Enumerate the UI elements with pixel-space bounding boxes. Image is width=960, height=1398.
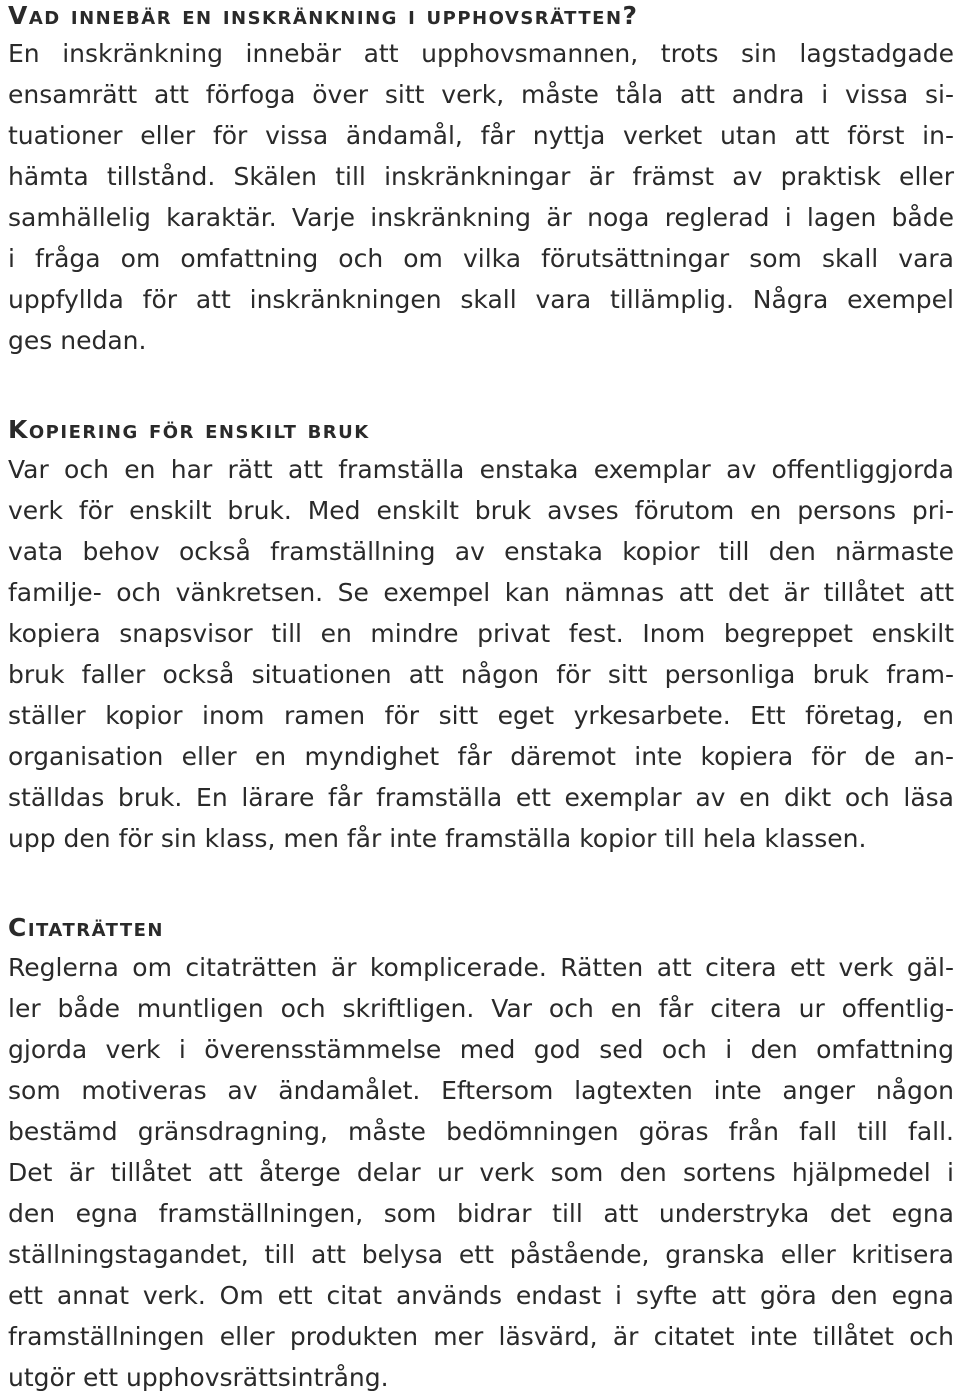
section-paragraph — [8, 947, 954, 1398]
text-line: ställningstagandet, till att belysa ett påstående, granska eller kritisera — [8, 1240, 954, 1269]
text-line: upp den för sin klass, men får inte framställa kopior till hela klassen. — [8, 824, 867, 853]
section-paragraph — [8, 33, 954, 361]
section-inskrankning — [8, 0, 954, 361]
text-line: samhällelig karaktär. Varje inskränkning är noga reglerad i lagen både — [8, 203, 954, 232]
text-line: verk för enskilt bruk. Med enskilt bruk avses förutom en persons pri- — [8, 496, 954, 525]
section-citatratten — [8, 909, 954, 1398]
text-line: ensamrätt att förfoga över sitt verk, måste tåla att andra i vissa si- — [8, 80, 954, 109]
text-line: En inskränkning innebär att upphovsmannen, trots sin lagstadgade — [8, 39, 954, 68]
text-line: i fråga om omfattning och om vilka förutsättningar som skall vara — [8, 244, 954, 273]
text-line: utgör ett upphovsrättsintrång. — [8, 1363, 389, 1392]
text-line: Var och en har rätt att framställa enstaka exemplar av offentliggjorda — [8, 455, 954, 484]
text-line: framställningen eller produkten mer läsvärd, är citatet inte tillåtet och — [8, 1322, 954, 1351]
text-line: den egna framställningen, som bidrar till att understryka det egna — [8, 1199, 954, 1228]
section-kopiering — [8, 411, 954, 859]
text-line: organisation eller en myndighet får däremot inte kopiera för de an- — [8, 742, 954, 771]
text-line: gjorda verk i överensstämmelse med god sed och i den omfattning — [8, 1035, 954, 1064]
section-heading: Vad innebär en inskränkning i upphovsrätten? — [8, 1, 639, 30]
text-line: bestämd gränsdragning, måste bedömningen göras från fall till fall. — [8, 1117, 954, 1146]
text-line: uppfyllda för att inskränkningen skall vara tillämplig. Några exempel — [8, 285, 954, 314]
text-line: ges nedan. — [8, 326, 147, 355]
text-line: kopiera snapsvisor till en mindre privat fest. Inom begreppet enskilt — [8, 619, 954, 648]
text-line: ställer kopior inom ramen för sitt eget yrkesarbete. Ett företag, en — [8, 701, 954, 730]
text-line: Det är tillåtet att återge delar ur verk som den sortens hjälpmedel i — [8, 1158, 954, 1187]
text-line: familje- och vänkretsen. Se exempel kan nämnas att det är tillåtet att — [8, 578, 954, 607]
text-line: Reglerna om citaträtten är komplicerade. Rätten att citera ett verk gäl- — [8, 953, 954, 982]
text-line: hämta tillstånd. Skälen till inskränkningar är främst av praktisk eller — [8, 162, 954, 191]
section-heading: Kopiering för enskilt bruk — [8, 415, 370, 444]
document-page — [8, 0, 954, 1398]
text-line: ett annat verk. Om ett citat används endast i syfte att göra den egna — [8, 1281, 954, 1310]
text-line: ler både muntligen och skriftligen. Var och en får citera ur offentlig- — [8, 994, 954, 1023]
text-line: bruk faller också situationen att någon för sitt personliga bruk fram- — [8, 660, 954, 689]
text-line: tuationer eller för vissa ändamål, får nyttja verket utan att först in- — [8, 121, 954, 150]
text-line: ställdas bruk. En lärare får framställa ett exemplar av en dikt och läsa — [8, 783, 954, 812]
section-heading: Citaträtten — [8, 913, 164, 942]
text-line: vata behov också framställning av enstaka kopior till den närmaste — [8, 537, 954, 566]
section-paragraph — [8, 449, 954, 859]
text-line: som motiveras av ändamålet. Eftersom lagtexten inte anger någon — [8, 1076, 954, 1105]
